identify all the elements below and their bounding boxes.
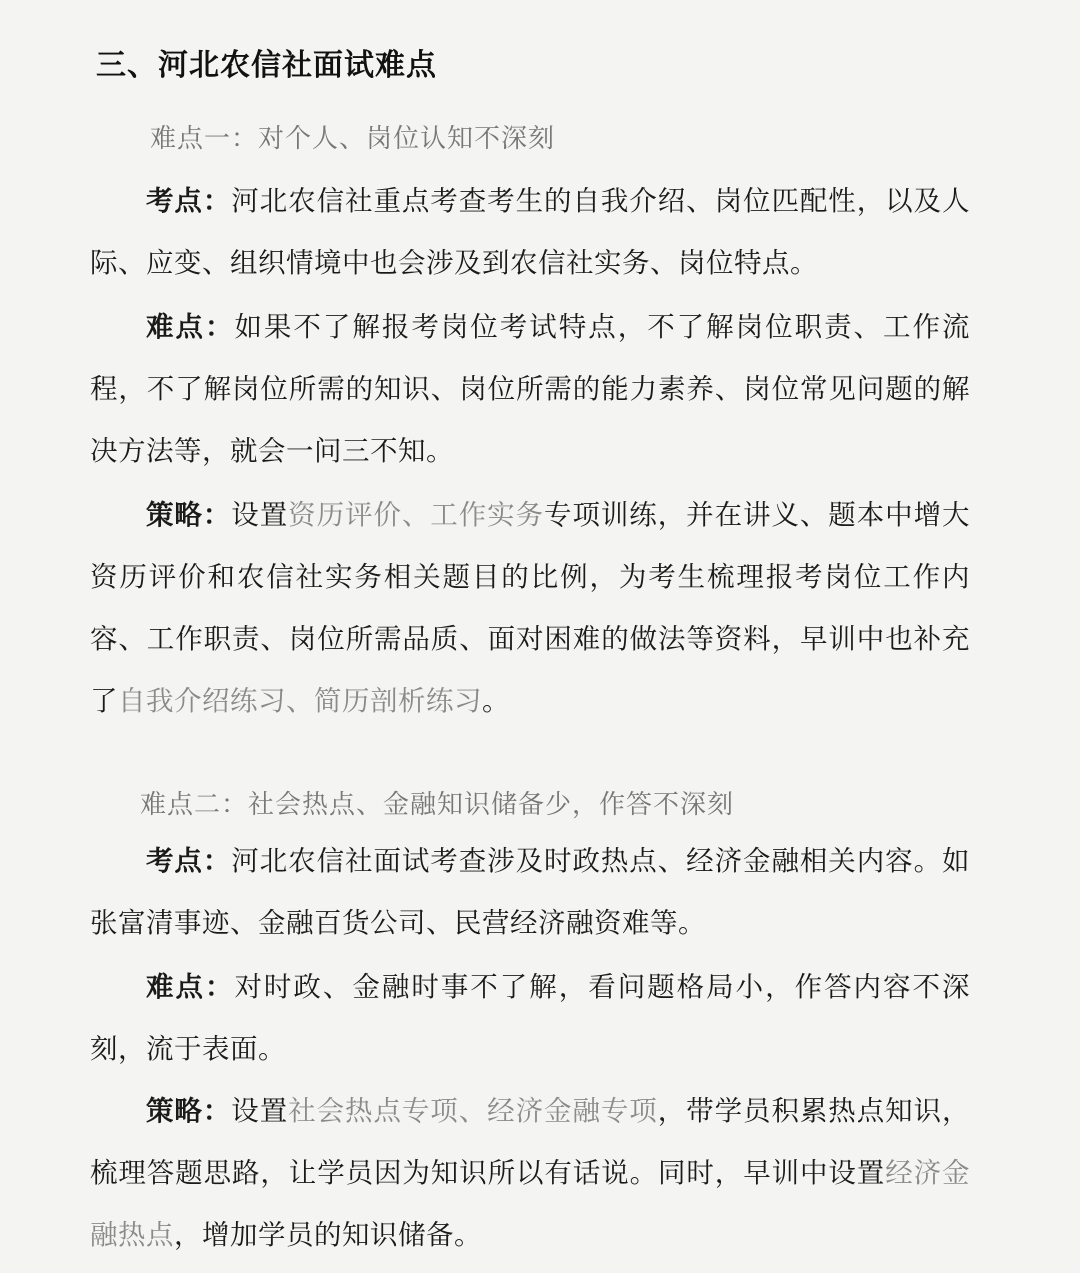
celue-highlight-2: 自我介绍练习、简历剖析练习: [118, 685, 482, 717]
nandian-label: 难点：: [146, 311, 235, 343]
difficulty-1-title: 难点一：对个人、岗位认知不深刻: [150, 124, 556, 154]
nandian-text: 如果不了解报考岗位考试特点，不了解岗位职责、工作流程，不了解岗位所需的知识、岗位所需的能力素养、岗位常见问题的解决方法等，就会一问三不知。: [90, 311, 971, 467]
difficulty-1-nandian: [90, 296, 970, 482]
celue-text-3: 。: [482, 685, 510, 717]
kaodian-label: 考点：: [146, 845, 232, 877]
celue-text-2: 专项训练，并在讲义、题本中增大资历评价和农信社实务相关题目的比例，为考生梳理报考岗位工作内容、工作职责、岗位所需品质、面对困难的做法等资料，早训中也补充了: [90, 499, 971, 717]
difficulty-2-celue: [90, 1080, 970, 1266]
celue-text-1: 设置: [231, 1095, 289, 1127]
celue-text-2: ，带学员积累热点知识，梳理答题思路，让学员因为知识所以有话说。同时，早训中设置: [90, 1095, 971, 1189]
celue-label: 策略：: [146, 1095, 232, 1127]
difficulty-2-nandian: [90, 956, 970, 1080]
difficulty-2-title: 难点二：社会热点、金融知识储备少，作答不深刻: [140, 790, 735, 820]
kaodian-text: 河北农信社面试考查涉及时政热点、经济金融相关内容。如张富清事迹、金融百货公司、民营经济融资难等。: [90, 845, 971, 939]
celue-highlight-1: 资历评价、工作实务: [288, 499, 545, 531]
kaodian-label: 考点：: [146, 185, 232, 217]
kaodian-text: 河北农信社重点考查考生的自我介绍、岗位匹配性，以及人际、应变、组织情境中也会涉及到农信社实务、岗位特点。: [90, 185, 971, 279]
difficulty-2-kaodian: [90, 830, 970, 954]
celue-text-3: ，增加学员的知识储备。: [174, 1219, 482, 1251]
difficulty-1-celue: [90, 484, 970, 732]
celue-text-1: 设置: [231, 499, 289, 531]
nandian-label: 难点：: [146, 971, 235, 1003]
celue-highlight-1: 社会热点专项、经济金融专项: [288, 1095, 658, 1127]
celue-highlight-2: 经济金融热点: [90, 1157, 971, 1251]
section-heading: 三、河北农信社面试难点: [96, 48, 437, 83]
celue-label: 策略：: [146, 499, 232, 531]
difficulty-1-kaodian: [90, 170, 970, 294]
nandian-text: 对时政、金融时事不了解，看问题格局小，作答内容不深刻，流于表面。: [90, 971, 971, 1065]
